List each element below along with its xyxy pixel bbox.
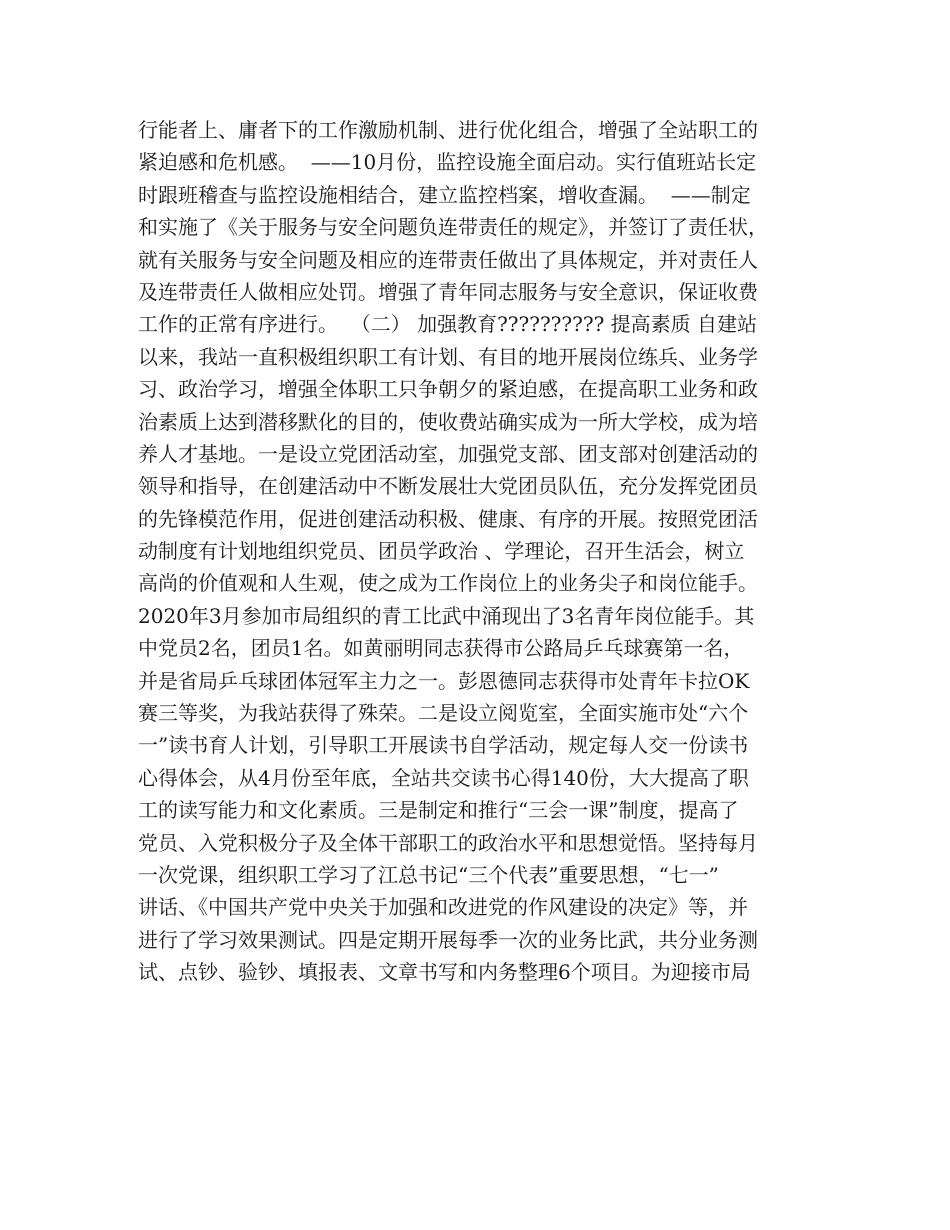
text-line: 赛三等奖，为我站获得了殊荣。二是设立阅览室，全面实施市处“六个 bbox=[138, 701, 749, 726]
text-line: 试、点钞、验钞、填报表、文章书写和内务整理6个项目。为迎接市局 bbox=[138, 960, 751, 985]
text-line: 工的读写能力和文化素质。三是制定和推行“三会一课”制度，提高了 bbox=[138, 798, 739, 823]
text-line: 并是省局乒乓球团体冠军主力之一。彭恩德同志获得市处青年卡拉OK bbox=[138, 668, 750, 693]
text-line: 时跟班稽查与监控设施相结合，建立监控档案，增收查漏。 ——制定 bbox=[138, 182, 751, 207]
text-line: 领导和指导，在创建活动中不断发展壮大党团员队伍，充分发挥党团员 bbox=[138, 474, 758, 499]
text-line: 讲话、《中国共产党中央关于加强和改进党的作风建设的决定》等，并 bbox=[138, 895, 748, 920]
text-line: 治素质上达到潜移默化的目的，使收费站确实成为一所大学校，成为培 bbox=[138, 409, 758, 434]
text-line: 的先锋模范作用，促进创建活动积极、健康、有序的开展。按照党团活 bbox=[138, 506, 758, 531]
text-line: 行能者上、庸者下的工作激励机制、进行优化组合，增强了全站职工的 bbox=[138, 118, 758, 142]
text-line: 一”读书育人计划，引导职工开展读书自学活动，规定每人交一份读书 bbox=[138, 733, 749, 758]
text-line: 养人才基地。一是设立党团活动室，加强党支部、团支部对创建活动的 bbox=[138, 441, 758, 466]
text-line: 和实施了《关于服务与安全问题负连带责任的规定》，并签订了责任状， bbox=[138, 215, 768, 240]
text-line: 一次党课，组织职工学习了江总书记“三个代表”重要思想，“七一” bbox=[138, 862, 719, 887]
text-line: 党员、入党积极分子及全体干部职工的政治水平和思想觉悟。坚持每月 bbox=[138, 830, 758, 855]
text-line: 高尚的价值观和人生观，使之成为工作岗位上的业务尖子和岗位能手。 bbox=[138, 571, 758, 596]
text-line: 习、政治学习，增强全体职工只争朝夕的紧迫感，在提高职工业务和政 bbox=[138, 377, 758, 402]
text-line: 及连带责任人做相应处罚。增强了青年同志服务与安全意识，保证收费 bbox=[138, 279, 758, 304]
text-line: 进行了学习效果测试。四是定期开展每季一次的业务比武，共分业务测 bbox=[138, 927, 758, 952]
text-line: 工作的正常有序进行。 （二） 加强教育?????????? 提高素质 自建站 bbox=[138, 312, 758, 337]
text-line: 心得体会，从4月份至年底，全站共交读书心得140份，大大提高了职 bbox=[138, 765, 749, 790]
text-line: 以来，我站一直积极组织职工有计划、有目的地开展岗位练兵、业务学 bbox=[138, 344, 758, 369]
text-line: 就有关服务与安全问题及相应的连带责任做出了具体规定，并对责任人 bbox=[138, 247, 758, 272]
body-text bbox=[138, 114, 828, 989]
text-line: 紧迫感和危机感。 ——10月份，监控设施全面启动。实行值班站长定 bbox=[138, 150, 757, 175]
text-line: 2020年3月参加市局组织的青工比武中涌现出了3名青年岗位能手。其 bbox=[138, 603, 755, 628]
text-line: 动制度有计划地组织党员、团员学政治 、学理论，召开生活会，树立 bbox=[138, 539, 745, 564]
text-line: 中党员2名，团员1名。如黄丽明同志获得市公路局乒乓球赛第一名， bbox=[138, 636, 744, 661]
